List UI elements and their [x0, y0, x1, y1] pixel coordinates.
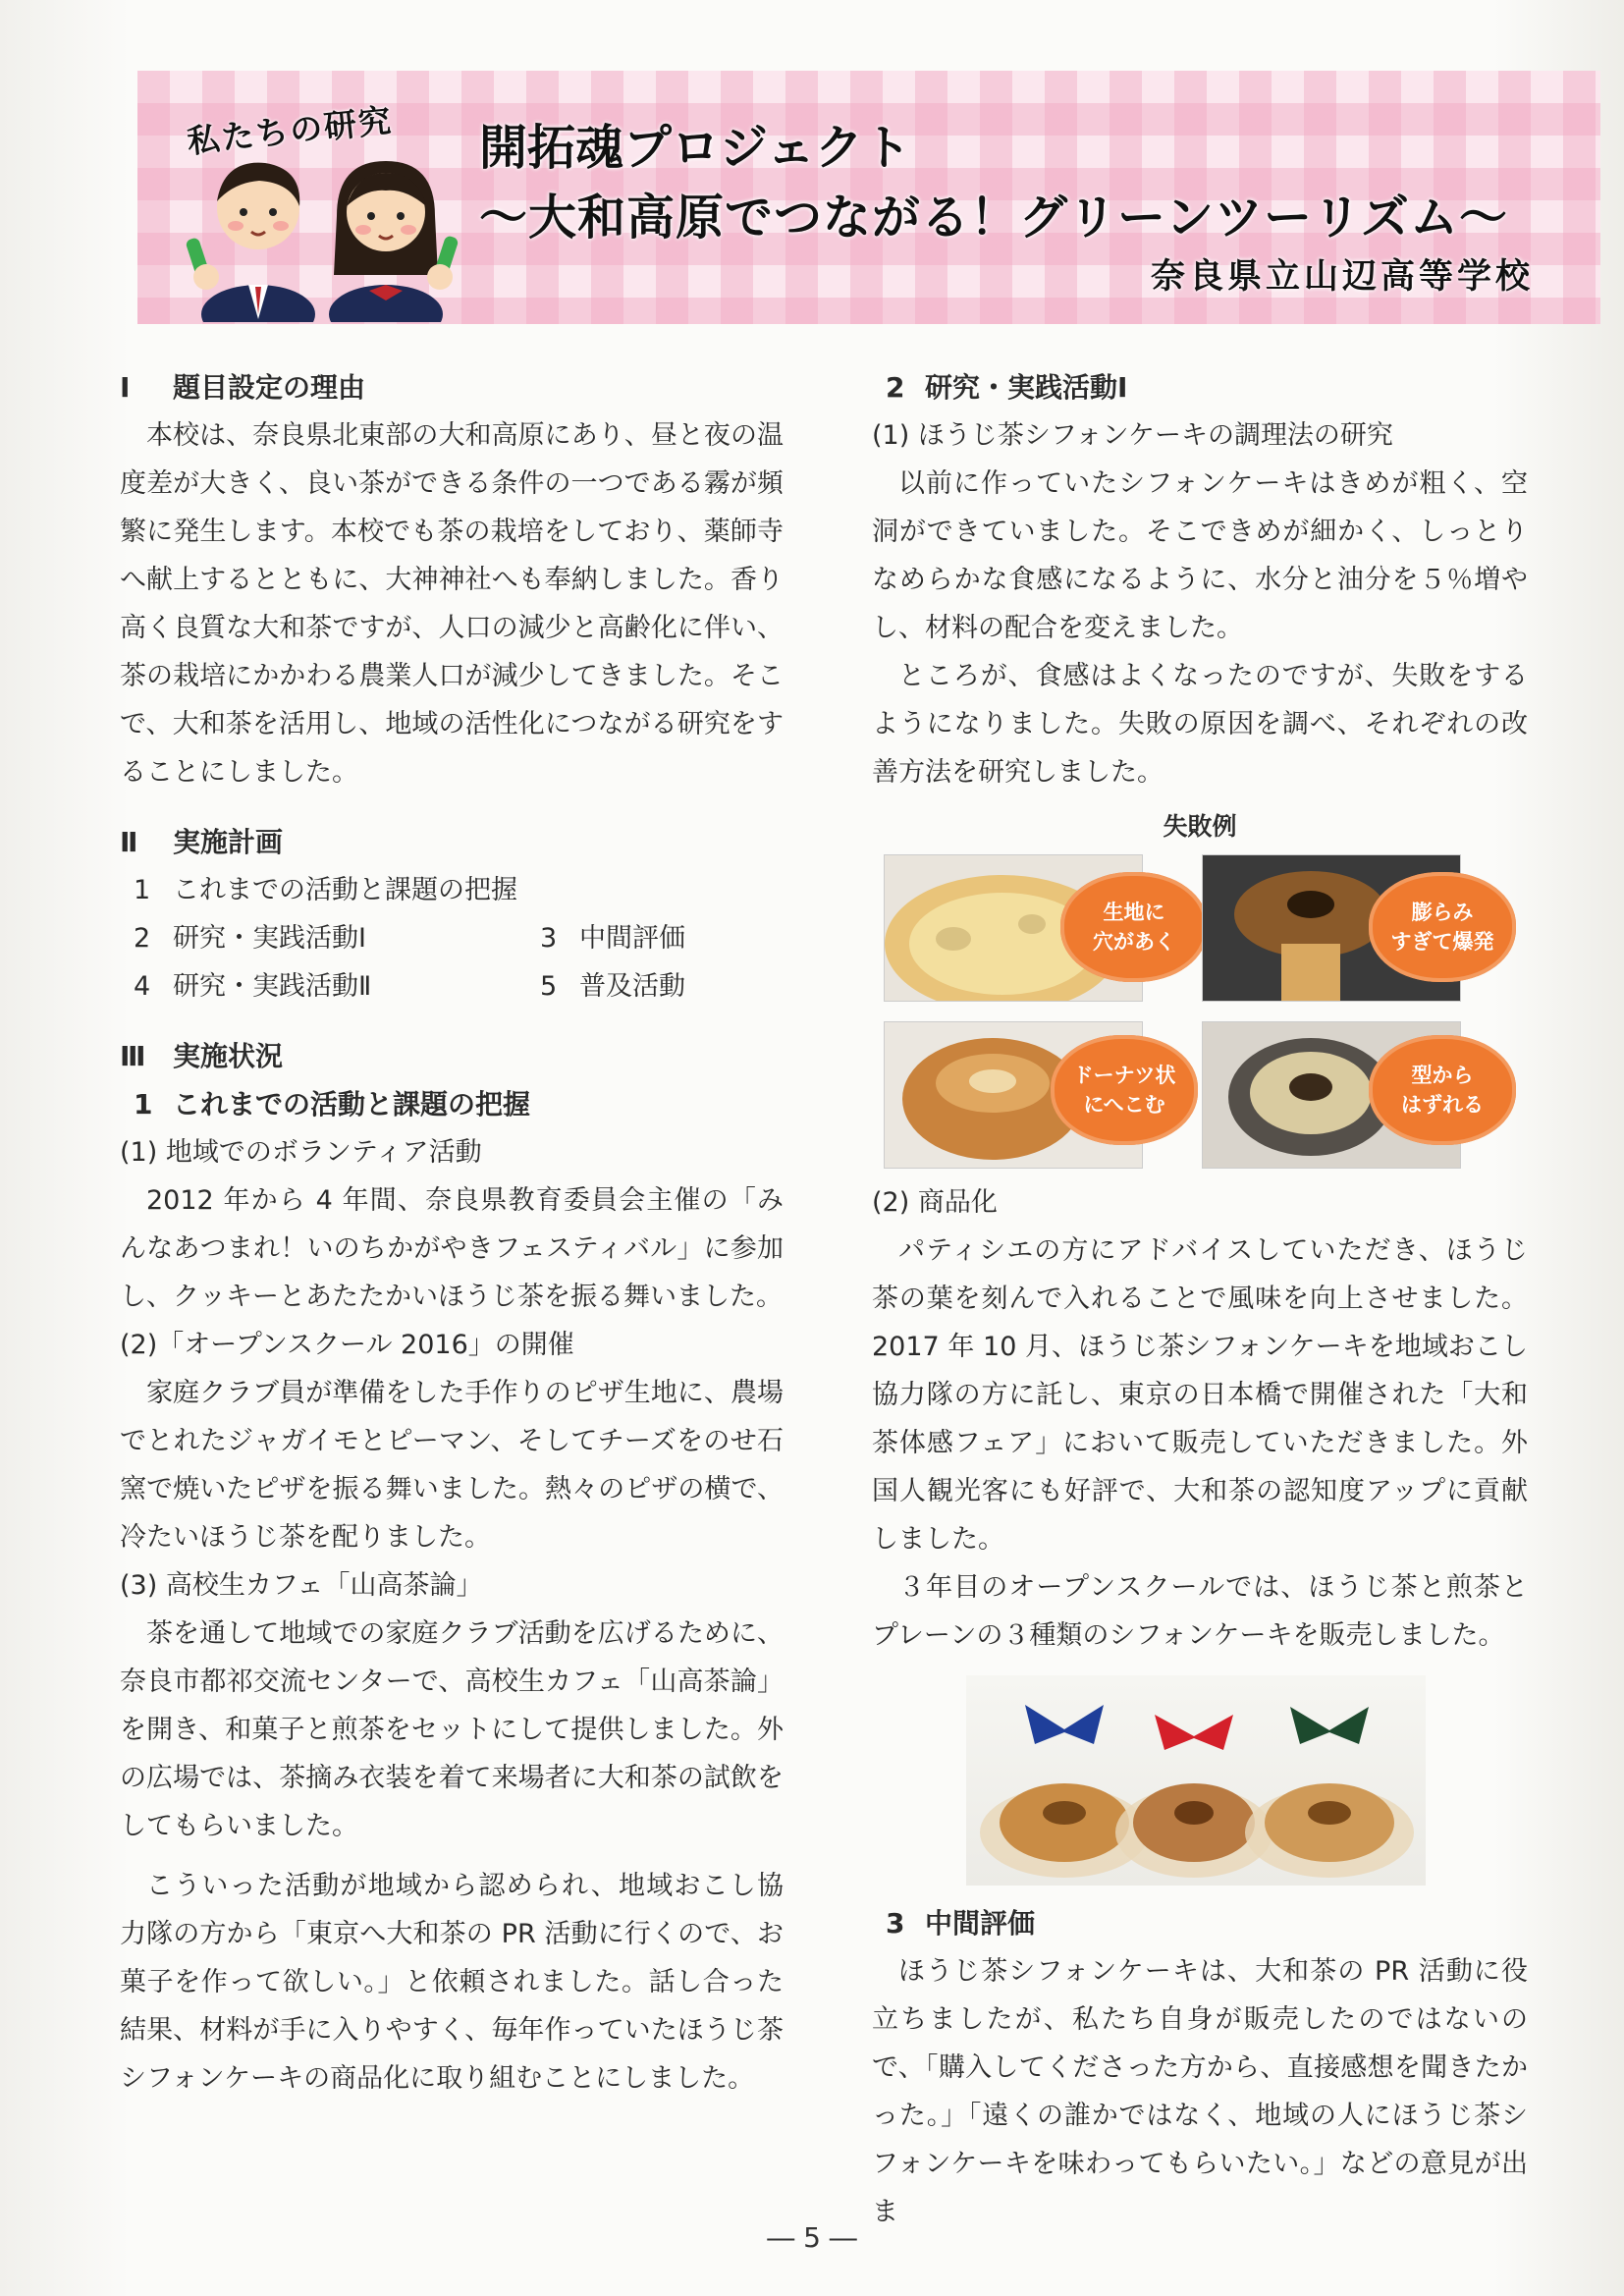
failure-badge: ドーナツ状 にへこむ — [1051, 1035, 1198, 1145]
right-column — [872, 363, 1528, 2236]
school-name: 奈良県立山辺高等学校 — [1150, 257, 1534, 297]
paragraph: ほうじ茶シフォンケーキは、大和茶の PR 活動に役立ちましたが、私たち自身が販売したのではないので、「購入してくださった方から、直接感想を聞きたかった。」「遠くの誰かではなく、地域の人にほうじ茶シフォンケーキを味わってもらいたい。」などの意見が出ま — [872, 1956, 1528, 2227]
subsection-heading: 2 研究・実践活動Ⅰ — [886, 371, 1128, 404]
student-illustration — [175, 147, 469, 322]
failure-badge: 生地に 穴があく — [1060, 872, 1208, 982]
item-heading: (1) 地域でのボランティア活動 — [120, 1137, 482, 1168]
section-heading: Ⅰ 題目設定の理由 — [120, 371, 366, 404]
paragraph: 以前に作っていたシフォンケーキはきめが粗く、空洞ができていました。そこできめが細かく、しっとりなめらかな食感になるように、水分と油分を５％増やし、材料の配合を変えました。 — [872, 468, 1528, 643]
left-column — [120, 363, 784, 2103]
plan-row: 4 研究・実践活動Ⅱ 5 普及活動 — [134, 971, 685, 1002]
plan-row: 1 これまでの活動と課題の把握 — [134, 875, 517, 905]
paragraph: 2012 年から 4 年間、奈良県教育委員会主催の「みんなあつまれ！いのちかがやきフェスティバル」に参加し、クッキーとあたたかいほうじ茶を振る舞いました。 — [120, 1185, 784, 1312]
paragraph: パティシエの方にアドバイスしていただき、ほうじ茶の葉を刻んで入れることで風味を向上させました。2017 年 10 月、ほうじ茶シフォンケーキを地域おこし協力隊の方に託し、東京の日本橋で開催された「大和茶体感フェア」において販売していただきました。外国人観光客にも好評で、大和茶の認知度アップに貢献しました。 — [872, 1235, 1528, 1555]
plan-list — [120, 866, 784, 1011]
title-line-2: ～大和高原でつながる！グリーンツーリズム～ — [479, 190, 1509, 246]
paragraph: 茶を通して地域での家庭クラブ活動を広げるために、奈良市都祁交流センターで、高校生カフェ「山高茶論」を開き、和菓子と煎茶をセットにして提供しました。外の広場では、茶摘み衣装を着て来場者に大和茶の試飲をしてもらいました。 — [120, 1618, 784, 1841]
item-heading: (1) ほうじ茶シフォンケーキの調理法の研究 — [872, 420, 1393, 451]
paragraph: 本校は、奈良県北東部の大和高原にあり、昼と夜の温度差が大きく、良い茶ができる条件の一つである霧が頻繁に発生します。本校でも茶の栽培をしており、薬師寺へ献上するとともに、大神神社へも奉納しました。香り高く良質な大和茶ですが、人口の減少と高齢化に伴い、茶の栽培にかかわる農業人口が減少してきました。そこで、大和茶を活用し、地域の活性化につながる研究をすることにしました。 — [120, 420, 784, 788]
paragraph: こういった活動が地域から認められ、地域おこし協力隊の方から「東京へ大和茶の PR 活動に行くので、お菓子を作って欲しい。」と依頼されました。話し合った結果、材料が手に入りやすく、毎年作っていたほうじ茶シフォンケーキの商品化に取り組むことにしました。 — [120, 1871, 784, 2094]
subsection-heading: 3 中間評価 — [886, 1907, 1036, 1940]
paragraph: 家庭クラブ員が準備をした手作りのピザ生地に、農場でとれたジャガイモとピーマン、そしてチーズをのせ石窯で焼いたピザを振る舞いました。熱々のピザの横で、冷たいほうじ茶を配りました。 — [120, 1378, 784, 1553]
section-heading: Ⅲ 実施状況 — [120, 1040, 284, 1072]
item-heading: (3) 高校生カフェ「山高茶論」 — [120, 1570, 483, 1601]
failure-badge: 型から はずれる — [1369, 1035, 1516, 1145]
section-heading: Ⅱ 実施計画 — [120, 826, 284, 858]
plan-row: 2 研究・実践活動Ⅰ 3 中間評価 — [134, 923, 685, 954]
item-heading: (2) 商品化 — [872, 1187, 998, 1218]
item-heading: (2)「オープンスクール 2016」の開催 — [120, 1330, 574, 1360]
paragraph: ３年目のオープンスクールでは、ほうじ茶と煎茶とプレーンの３種類のシフォンケーキを販売しました。 — [872, 1572, 1528, 1651]
failure-examples-figure — [884, 854, 1512, 1167]
subsection-heading: 1 これまでの活動と課題の把握 — [134, 1088, 531, 1121]
failure-examples-title: 失敗例 — [1163, 812, 1237, 841]
failure-badge: 膨らみ すぎて爆発 — [1369, 872, 1516, 982]
research-tag: 私たちの研究 — [185, 100, 395, 161]
product-photo — [966, 1675, 1426, 1886]
paragraph: ところが、食感はよくなったのですが、失敗をするようになりました。失敗の原因を調べ、それぞれの改善方法を研究しました。 — [872, 661, 1528, 788]
title-line-1: 開拓魂プロジェクト — [479, 120, 912, 176]
page-number: ― 5 ― — [767, 2221, 857, 2254]
